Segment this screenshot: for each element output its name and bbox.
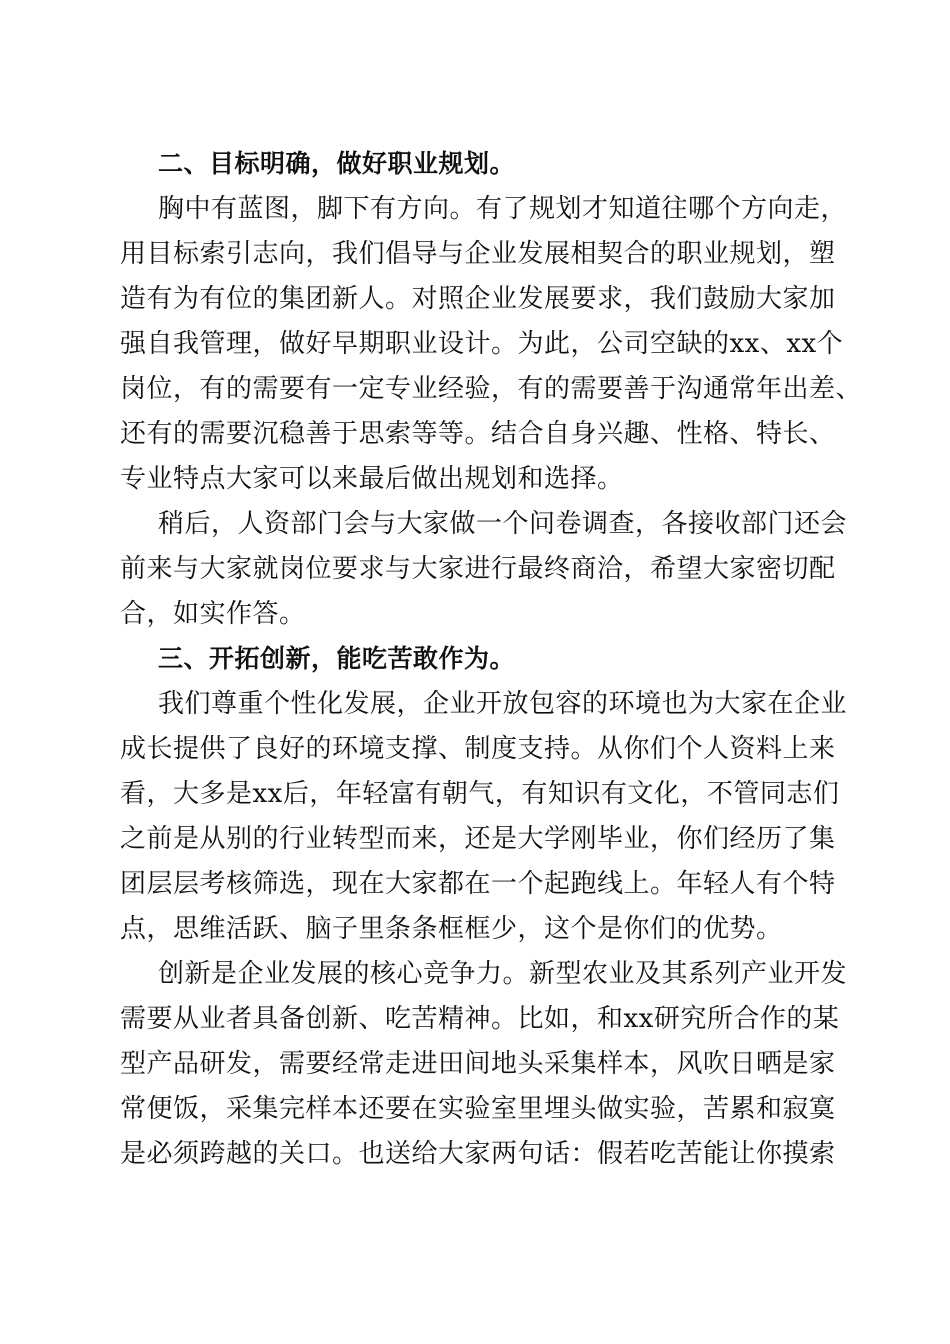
- paragraph-line: 还有的需要沉稳善于思索等等。结合自身兴趣、性格、特长、: [120, 419, 836, 449]
- paragraph-line: 是必须跨越的关口。也送给大家两句话：假若吃苦能让你摸索: [120, 1139, 836, 1169]
- paragraph-line: 合，如实作答。: [120, 599, 306, 629]
- paragraph-line: 需要从业者具备创新、吃苦精神。比如，和xx研究所合作的某: [120, 1004, 840, 1034]
- paragraph-line: 胸中有蓝图，脚下有方向。有了规划才知道往哪个方向走，: [158, 194, 848, 224]
- paragraph-line: 前来与大家就岗位要求与大家进行最终商洽，希望大家密切配: [120, 554, 836, 584]
- paragraph-line: 用目标索引志向，我们倡导与企业发展相契合的职业规划，塑: [120, 239, 836, 269]
- paragraph-line: 岗位，有的需要有一定专业经验，有的需要善于沟通常年出差、: [120, 374, 863, 404]
- paragraph-line: 团层层考核筛选，现在大家都在一个起跑线上。年轻人有个特: [120, 869, 836, 899]
- paragraph-line: 型产品研发，需要经常走进田间地头采集样本，风吹日晒是家: [120, 1049, 836, 1079]
- paragraph-line: 创新是企业发展的核心竞争力。新型农业及其系列产业开发: [158, 959, 848, 989]
- paragraph-line: 稍后，人资部门会与大家做一个问卷调查，各接收部门还会: [158, 509, 848, 539]
- paragraph-line: 常便饭，采集完样本还要在实验室里埋头做实验，苦累和寂寞: [120, 1094, 836, 1124]
- paragraph-line: 专业特点大家可以来最后做出规划和选择。: [120, 464, 624, 494]
- paragraph-line: 造有为有位的集团新人。对照企业发展要求，我们鼓励大家加: [120, 284, 836, 314]
- section-3-heading: 三、开拓创新，能吃苦敢作为。: [158, 644, 516, 673]
- section-2-heading: 二、目标明确，做好职业规划。: [158, 149, 516, 178]
- paragraph-line: 点，思维活跃、脑子里条条框框少，这个是你们的优势。: [120, 914, 783, 944]
- paragraph-line: 之前是从别的行业转型而来，还是大学刚毕业，你们经历了集: [120, 824, 836, 854]
- paragraph-line: 强自我管理，做好早期职业设计。为此，公司空缺的xx、xx个: [120, 329, 844, 359]
- paragraph-line: 看，大多是xx后，年轻富有朝气，有知识有文化，不管同志们: [120, 779, 840, 809]
- paragraph-line: 我们尊重个性化发展，企业开放包容的环境也为大家在企业: [158, 689, 848, 719]
- paragraph-line: 成长提供了良好的环境支撑、制度支持。从你们个人资料上来: [120, 734, 836, 764]
